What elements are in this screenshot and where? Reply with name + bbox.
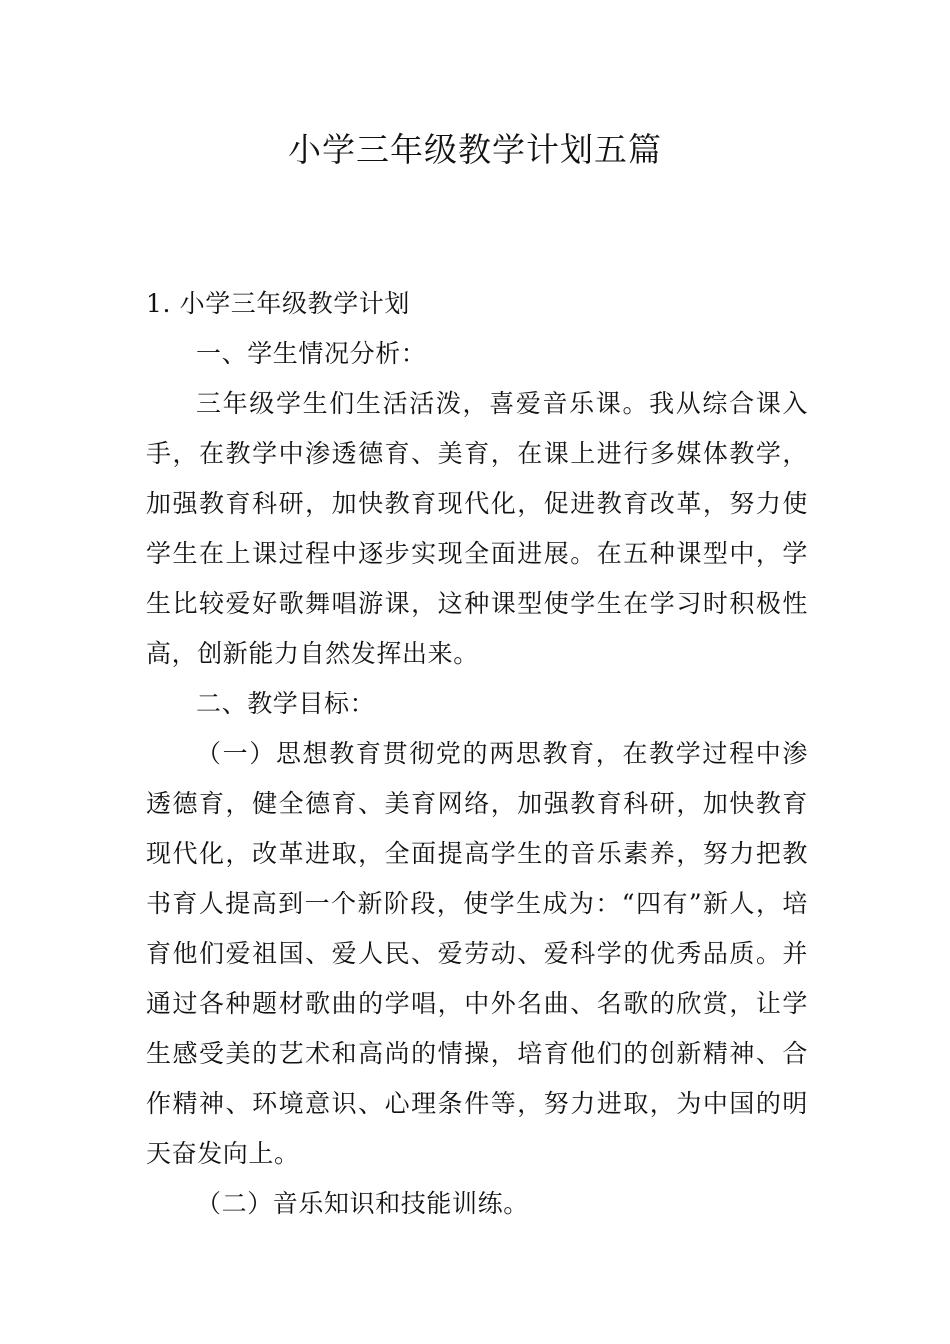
paragraph-ideological-education: （一）思想教育贯彻党的两思教育，在教学过程中渗透德育，健全德育、美育网络，加强教育科研，加快教育现代化，改革进取，全面提高学生的音乐素养，努力把教书育人提高到一个新阶段，使学生成为：“四有”新人，培育他们爱祖国、爱人民、爱劳动、爱科学的优秀品质。并通过各种题材歌曲的学唱，中外名曲、名歌的欣赏，让学生感受美的艺术和高尚的情操，培育他们的创新精神、合作精神、环境意识、心理条件等，努力进取，为中国的明天奋发向上。 (146, 739, 808, 1168)
subheading-student-analysis: 一、学生情况分析： (196, 339, 427, 368)
subheading-teaching-goals: 二、教学目标： (196, 689, 376, 718)
document-title: 小学三年级教学计划五篇 (288, 130, 662, 169)
paragraph-student-analysis: 三年级学生们生活活泼，喜爱音乐课。我从综合课入手，在教学中渗透德育、美育，在课上进行多媒体教学，加强教育科研，加快教育现代化，促进教育改革，努力使学生在上课过程中逐步实现全面进展。在五种课型中，学生比较爱好歌舞唱游课，这种课型使学生在学习时积极性高，创新能力自然发挥出来。 (146, 389, 808, 668)
paragraph-music-knowledge: （二）音乐知识和技能训练。 (196, 1189, 529, 1218)
document-body (146, 279, 808, 1229)
section-heading: 1. 小学三年级教学计划 (146, 289, 411, 318)
